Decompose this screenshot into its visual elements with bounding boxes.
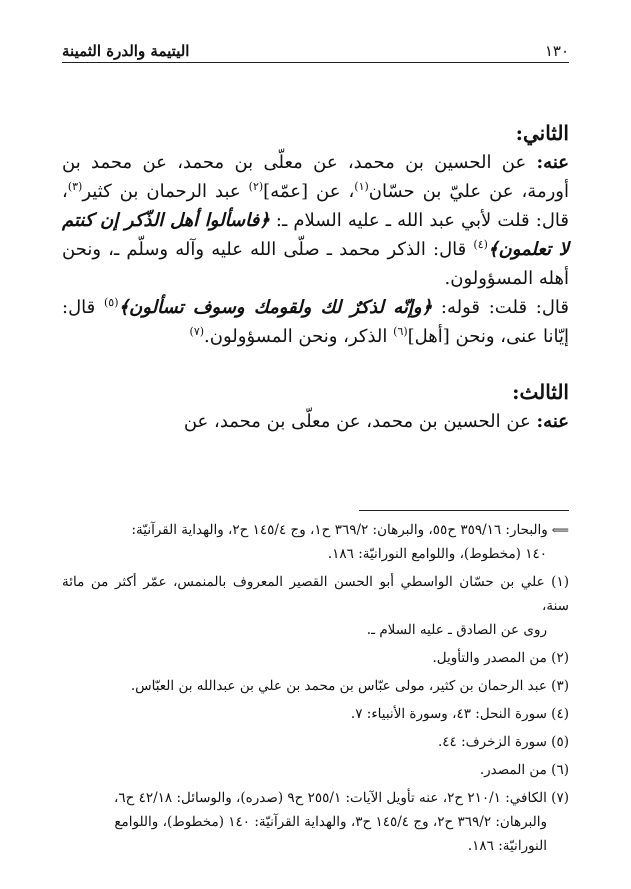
footnote-1 bbox=[62, 570, 569, 642]
footnote-6: (٦) من المصدر. bbox=[479, 762, 569, 778]
page-number: ١٣٠ bbox=[544, 42, 569, 60]
footnote-7-line-2: والبرهان: ٣٦٩/٢ ح٢، وج ١٤٥/٤ ح٣، والهداية القرآنيّة: ١٤٠ (مخطوط)، واللوامع bbox=[114, 814, 547, 830]
intro-label-3: عنه: bbox=[536, 411, 569, 432]
footnote-3: (٣) عبد الرحمان بن كثير، مولى عبّاس بن محمد بن علي بن عبدالله بن العبّاس. bbox=[130, 678, 569, 694]
question-paragraph bbox=[62, 293, 569, 351]
footnote-ref-3: (٣) bbox=[67, 180, 83, 193]
footnote-5: (٥) سورة الزخرف: ٤٤. bbox=[437, 734, 569, 750]
section-heading-third: الثالث: bbox=[512, 380, 569, 404]
running-header bbox=[62, 38, 569, 63]
section-heading-second: الثاني: bbox=[515, 121, 569, 145]
chain-text-2: ، عن [عمّه] bbox=[263, 181, 355, 202]
hadith-chain-paragraph-3 bbox=[62, 407, 569, 436]
footnote-ref-7: (٧) bbox=[189, 325, 205, 338]
chain-text-3rd: عن الحسين بن محمد، عن معلّى بن محمد، عن bbox=[183, 411, 537, 432]
footnote-ref-4: (٤) bbox=[473, 238, 488, 251]
main-text bbox=[62, 118, 569, 436]
chain-text-4: ، قال: قلت لأبي عبد الله ـ عليه السلام ـ: bbox=[62, 181, 569, 231]
book-title: اليتيمة والدرة الثمينة bbox=[62, 42, 190, 60]
chain-text-3: عبد الرحمان بن كثير bbox=[82, 181, 249, 202]
quran-verse-2: ﴿وإنّه لذكرٌ لك ولقومك وسوف تسألون﴾ bbox=[118, 297, 433, 318]
footnote-1-line-1: (١) علي بن حسّان الواسطي أبو الحسن القصير المعروف بالمنمس، عمّر أكثر من مائة سنة، bbox=[62, 574, 569, 614]
answer-text-1: قال: الذكر محمد ـ صلّى الله عليه وآله وسلّم ـ، ونحن أهله المسؤولون. bbox=[62, 239, 569, 289]
intro-label: عنه: bbox=[536, 152, 569, 173]
continuation-arrow-icon: ⟸ bbox=[551, 523, 569, 537]
footnote-ref-1: (١) bbox=[354, 180, 369, 193]
footnote-ref-6: (٦) bbox=[393, 325, 408, 338]
answer-text-2b: الذكر، ونحن المسؤولون. bbox=[204, 326, 394, 347]
chain-text-1: عن الحسين بن محمد، عن معلّى بن محمد، عن محمد بن أورمة، عن عليّ بن حسّان bbox=[62, 152, 569, 202]
quran-verse-1: ﴿فاسألوا أهل الذّكر إن كنتم لا تعلمون﴾ bbox=[62, 210, 569, 260]
footnote-7-line-3: النورانيّة: ١٨٦. bbox=[467, 838, 547, 854]
footnote-source-line-1: والبحار: ٣٥٩/١٦ ح٥٥، والبرهان: ٣٦٩/٢ ح١، وج ١٤٥/٤ ح٢، والهداية القرآنيّة: bbox=[131, 522, 548, 538]
footnote-source-line-2: ١٤٠ (مخطوط)، واللوامع النورانيّة: ١٨٦. bbox=[327, 546, 547, 562]
footnotes bbox=[62, 518, 569, 862]
footnote-1-line-2: روى عن الصادق ـ عليه السلام ـ. bbox=[366, 622, 547, 638]
footnote-2: (٢) من المصدر والتأويل. bbox=[432, 650, 569, 666]
footnote-source bbox=[62, 518, 569, 566]
footnote-7 bbox=[62, 786, 569, 858]
question-lead: قال: قلت: قوله: bbox=[432, 297, 570, 318]
footnote-divider bbox=[359, 510, 569, 511]
footnote-ref-5: (٥) bbox=[103, 296, 119, 309]
footnote-7-line-1: (٧) الكافي: ٢١٠/١ ح٢، عنه تأويل الآيات: ٢٥٥/١ ح٩ (صدره)، والوسائل: ٤٢/١٨ ح٦، bbox=[113, 790, 569, 806]
footnote-4: (٤) سورة النحل: ٤٣، وسورة الأنبياء: ٧. bbox=[350, 706, 569, 722]
footnote-ref-2: (٢) bbox=[248, 180, 264, 193]
hadith-chain-paragraph bbox=[62, 148, 569, 293]
answer-text-2a: قال: إيّانا عنى، ونحن [أهل] bbox=[62, 297, 569, 347]
